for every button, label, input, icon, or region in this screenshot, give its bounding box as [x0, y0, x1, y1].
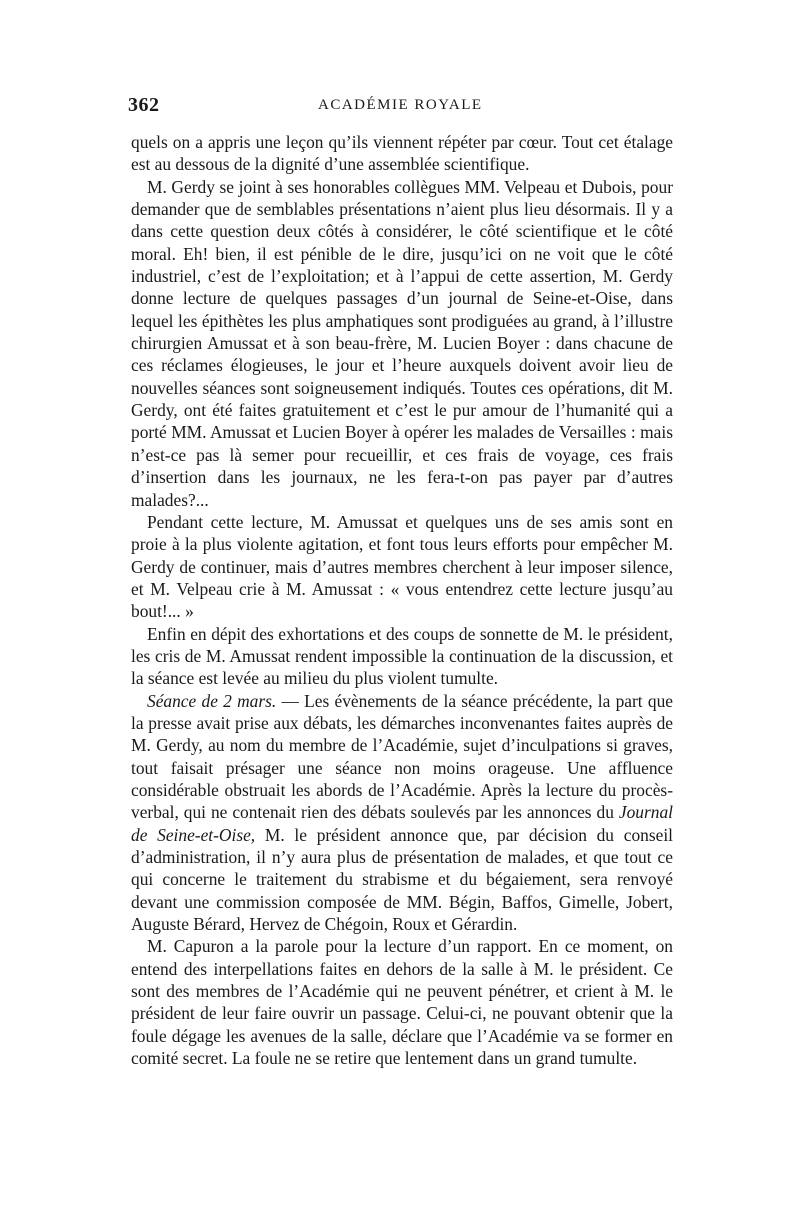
paragraph-5-text-a: — Les évènements de la séance précédente, la part que la presse avait prise aux débats, les démarches inconvenantes faites auprès de M. Gerdy, au nom du membre de l’Académie, sujet d’inculpations si graves, tout faisait présager une séance non moins orageuse. Une affluence considérable obstruait les abords de l’Académie. Après la lecture du procès-verbal, qui ne contenait rien des débats soulevés par les annonces du [131, 690, 673, 823]
running-title: ACADÉMIE ROYALE [318, 97, 483, 113]
paragraph-3: Pendant cette lecture, M. Amussat et quelques uns de ses amis sont en proie à la plus violente agitation, et font tous leurs efforts pour empêcher M. Gerdy de continuer, mais d’autres membres cherchent à leur imposer silence, et M. Velpeau crie à M. Amussat : « vous entendrez cette lecture jusqu’au bout!... » [131, 511, 673, 622]
paragraph-4: Enfin en dépit des exhortations et des coups de sonnette de M. le président, les cris de M. Amussat rendent impossible la continuation de la discussion, et la séance est levée au milieu du plus violent tumulte. [131, 623, 673, 689]
paragraph-1: quels on a appris une leçon qu’ils viennent répéter par cœur. Tout cet étalage est au dessous de la dignité d’une assemblée scientifique. [131, 132, 673, 175]
paragraph-2: M. Gerdy se joint à ses honorables collègues MM. Velpeau et Dubois, pour demander que de semblables présentations n’aient plus lieu désormais. Il y a dans cette question deux côtés à considérer, le côté scientifique et le côté moral. Eh! bien, il est pénible de le dire, jusqu’ici on ne voit que le côté industriel, c’est de l’exploitation; et à l’appui de cette assertion, M. Gerdy donne lecture de quelques passages d’un journal de Seine-et-Oise, dans lequel les épithètes les plus amphatiques sont prodiguées au grand, à l’illustre chirurgien Amussat et à son beau-frère, M. Lucien Boyer : dans chacune de ces réclames élogieuses, le jour et l’heure auxquels doivent avoir lieu de nouvelles séances sont soigneusement indiqués. Toutes ces opérations, dit M. Gerdy, ont été faites gratuitement et c’est le pur amour de l’humanité qui a porté MM. Amussat et Lucien Boyer à opérer les malades de Versailles : mais n’est-ce pas là semer pour recueillir, et ces frais de voyage, ces frais d’insertion dans les journaux, ne les fera-t-on pas payer par d’autres malades?... [131, 176, 673, 510]
paragraph-5 [131, 690, 673, 936]
running-head [128, 94, 670, 124]
body-text [131, 131, 673, 1069]
section-heading-seance-2-mars: Séance de 2 mars. [147, 690, 277, 711]
page-number: 362 [128, 94, 160, 116]
paragraph-6: M. Capuron a la parole pour la lecture d’un rapport. En ce moment, on entend des interpellations faites en dehors de la salle à M. le président. Ce sont des membres de l’Académie qui ne peuvent pénétrer, et crient à M. le président de leur faire ouvrir un passage. Celui-ci, ne pouvant obtenir que la foule dégage les avenues de la salle, déclare que l’Académie va se former en comité secret. La foule ne se retire que lentement dans un grand tumulte. [131, 936, 673, 1069]
journal-title: Journal de Seine-et-Oise, [131, 802, 673, 845]
paragraph-5-text-b: M. le président annonce que, par décision du conseil d’administration, il n’y aura plus de présentation de malades, et que tout ce qui concerne le traitement du strabisme et du bégaiement, sera renvoyé devant une commission composée de MM. Bégin, Baffos, Gimelle, Jobert, Auguste Bérard, Hervez de Chégoin, Roux et Gérardin. [131, 824, 673, 935]
